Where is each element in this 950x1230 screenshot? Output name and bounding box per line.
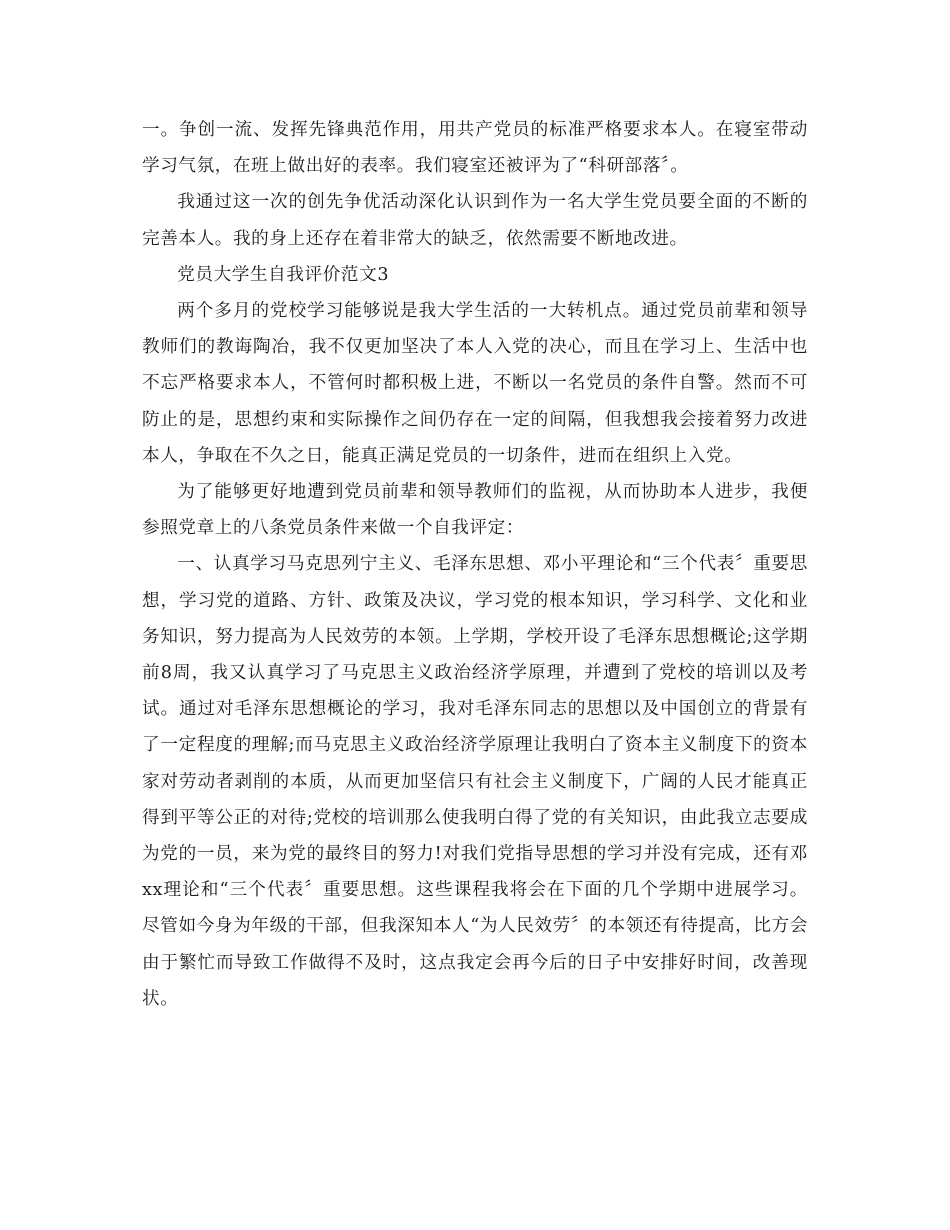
section-heading: 党员大学生自我评价范文3 [177,264,390,285]
paragraph-4: 为了能够更好地遭到党员前辈和领导教师们的监视，从而协助本人进步，我便参照党章上的八条党员条件来做一个自我评定： [142,482,808,539]
paragraph-1: 一。争创一流、发挥先锋典范作用，用共产党员的标准严格要求本人。在寝室带动学习气氛，在班上做出好的表率。我们寝室还被评为了“科研部落〞。 [142,120,808,177]
paragraph-3: 两个多月的党校学习能够说是我大学生活的一大转机点。通过党员前辈和领导教师们的教诲陶冶，我不仅更加坚决了本人入党的决心，而且在学习上、生活中也不忘严格要求本人，不管何时都积极上进，不断以一名党员的条件自警。然而不可防止的是，思想约束和实际操作之间仍存在一定的间隔，但我想我会接着努力改进本人，争取在不久之日，能真正满足党员的一切条件，进而在组织上入党。 [142,301,808,466]
document-page [142,112,808,1017]
paragraph-2: 我通过这一次的创先争优活动深化认识到作为一名大学生党员要全面的不断的完善本人。我的身上还存在着非常大的缺乏，依然需要不断地改进。 [142,192,808,249]
paragraph-5: 一、认真学习马克思列宁主义、毛泽东思想、邓小平理论和“三个代表〞重要思想，学习党的道路、方针、政策及决议，学习党的根本知识，学习科学、文化和业务知识，努力提高为人民效劳的本领。上学期，学校开设了毛泽东思想概论;这学期前8周，我又认真学习了马克思主义政治经济学原理，并遭到了党校的培训以及考试。通过对毛泽东思想概论的学习，我对毛泽东同志的思想以及中国创立的背景有了一定程度的理解;而马克思主义政治经济学原理让我明白了资本主义制度下的资本家对劳动者剥削的本质，从而更加坚信只有社会主义制度下，广阔的人民才能真正得到平等公正的对待;党校的培训那么使我明白得了党的有关知识，由此我立志要成为党的一员，来为党的最终目的努力!对我们党指导思想的学习并没有完成，还有邓xx理论和“三个代表〞重要思想。这些课程我将会在下面的几个学期中进展学习。尽管如今身为年级的干部，但我深知本人“为人民效劳〞的本领还有待提高，比方会由于繁忙而导致工作做得不及时，这点我定会再今后的日子中安排好时间，改善现状。 [142,554,808,1009]
